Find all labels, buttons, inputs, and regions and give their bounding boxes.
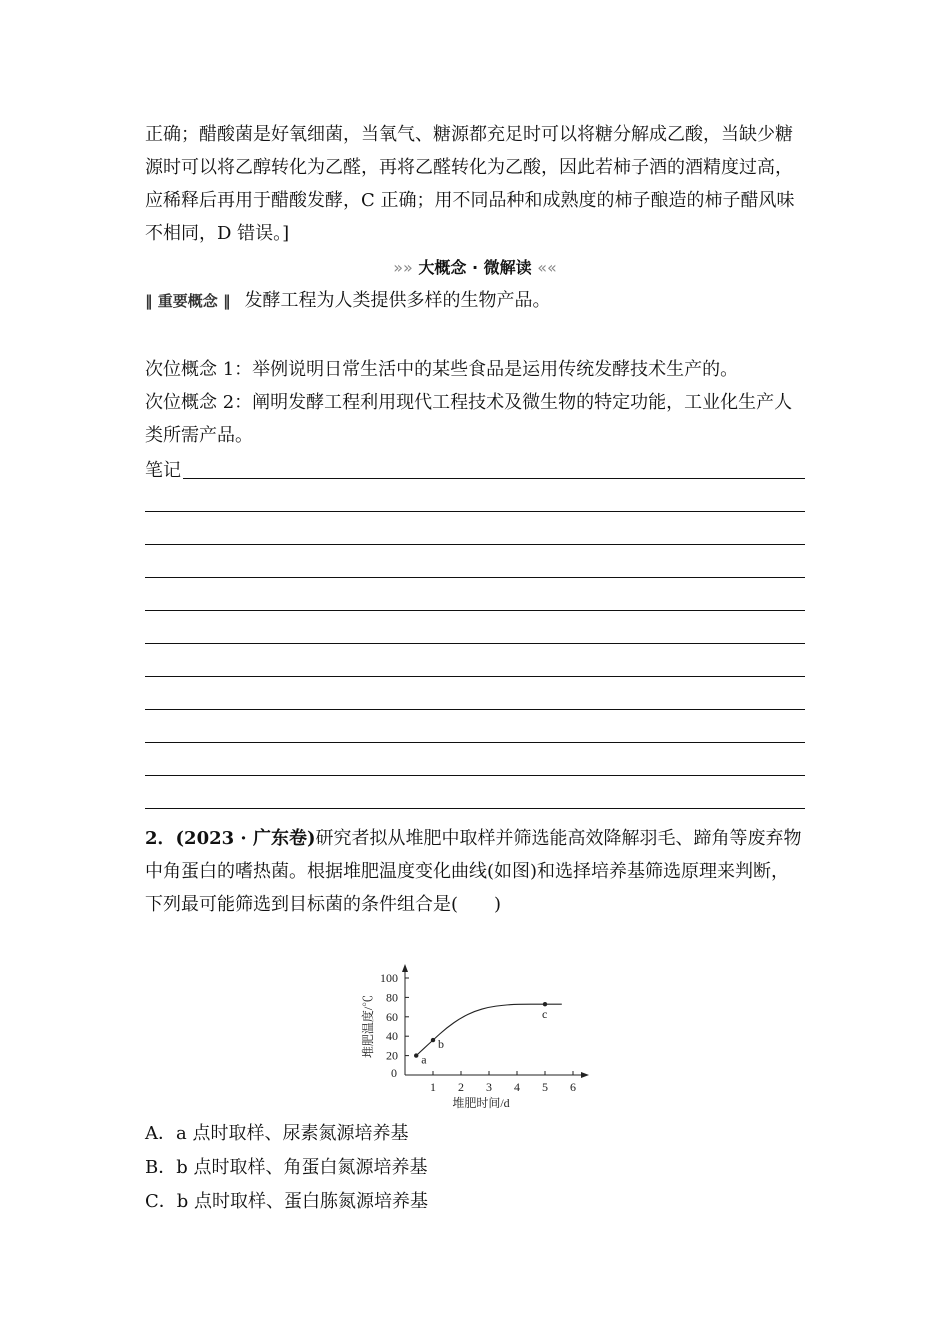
- notes-label: 笔记: [145, 460, 181, 481]
- notes-line: [145, 610, 805, 611]
- y-tick-label: 80: [386, 990, 398, 1005]
- point-label-c: c: [542, 1007, 548, 1022]
- x-tick-label: 6: [570, 1080, 576, 1094]
- x-tick-label: 1: [430, 1080, 436, 1094]
- x-tick-label: 2: [458, 1080, 464, 1094]
- y-tick-label: 60: [386, 1009, 398, 1024]
- question-source: (2023 · 广东卷): [175, 828, 316, 849]
- option-b: B．b 点时取样、角蛋白氮源培养基: [145, 1157, 428, 1178]
- temperature-chart: [355, 925, 595, 1115]
- double-chevron-left-icon: ««: [537, 258, 557, 277]
- notes-line: [145, 577, 805, 578]
- notes-line: [145, 775, 805, 776]
- notes-line: [145, 742, 805, 743]
- point-label-b: b: [438, 1037, 444, 1052]
- section-heading: »» 大概念 · 微解读 ««: [393, 258, 557, 277]
- x-tick-label: 5: [542, 1080, 548, 1094]
- double-chevron-right-icon: »»: [393, 258, 413, 277]
- data-point-b: [431, 1038, 435, 1042]
- y-axis-arrow-icon: [402, 964, 408, 972]
- sub-concept-1: 次位概念 1：举例说明日常生活中的某些食品是运用传统发酵技术生产的。: [145, 359, 739, 380]
- important-concept-text: 发酵工程为人类提供多样的生物产品。: [244, 290, 551, 311]
- y-axis-label: 堆肥温度/℃: [361, 994, 375, 1059]
- notes-line: [145, 808, 805, 809]
- y-tick-label: 100: [380, 971, 398, 985]
- sub-concept-2: 次位概念 2：阐明发酵工程利用现代工程技术及微生物的特定功能，工业化生产人类所需产品。: [145, 392, 793, 446]
- notes-line: [145, 643, 805, 644]
- question-text: 研究者拟从堆肥中取样并筛选能高效降解羽毛、蹄角等废弃物中角蛋白的嗜热菌。根据堆肥温度变化曲线(如图)和选择培养基筛选原理来判断，下列最可能筛选到目标菌的条件组合是( ): [145, 828, 802, 915]
- x-axis-arrow-icon: [581, 1072, 589, 1078]
- concept-tag: ‖ 重要概念 ‖: [145, 292, 231, 310]
- answer-explanation: 正确；醋酸菌是好氧细菌，当氧气、糖源都充足时可以将糖分解成乙酸，当缺少糖源时可以将乙醇转化为乙醛，再将乙醛转化为乙酸，因此若柿子酒的酒精度过高，应稀释后再用于醋酸发酵，C 正确；用不同品种和成熟度的柿子酿造的柿子醋风味不相同，D 错误。]: [145, 124, 795, 244]
- notes-line: [145, 709, 805, 710]
- notes-line: [145, 544, 805, 545]
- x-tick-label: 0: [391, 1066, 397, 1080]
- option-c: C．b 点时取样、蛋白胨氮源培养基: [145, 1191, 429, 1212]
- point-label-a: a: [421, 1052, 427, 1067]
- option-a: A．a 点时取样、尿素氮源培养基: [145, 1123, 409, 1144]
- y-tick-label: 20: [386, 1048, 398, 1063]
- notes-line: [145, 511, 805, 512]
- important-concept: [145, 288, 805, 314]
- data-point-c: [543, 1002, 547, 1006]
- y-tick-label: 40: [386, 1029, 398, 1044]
- x-axis-label: 堆肥时间/d: [452, 1096, 510, 1110]
- x-tick-label: 4: [514, 1080, 520, 1094]
- question-number: 2．: [145, 828, 176, 849]
- notes-line: [183, 478, 805, 479]
- data-point-a: [414, 1053, 418, 1057]
- x-tick-label: 3: [486, 1080, 492, 1094]
- question-stem: [145, 822, 805, 921]
- notes-line: [145, 676, 805, 677]
